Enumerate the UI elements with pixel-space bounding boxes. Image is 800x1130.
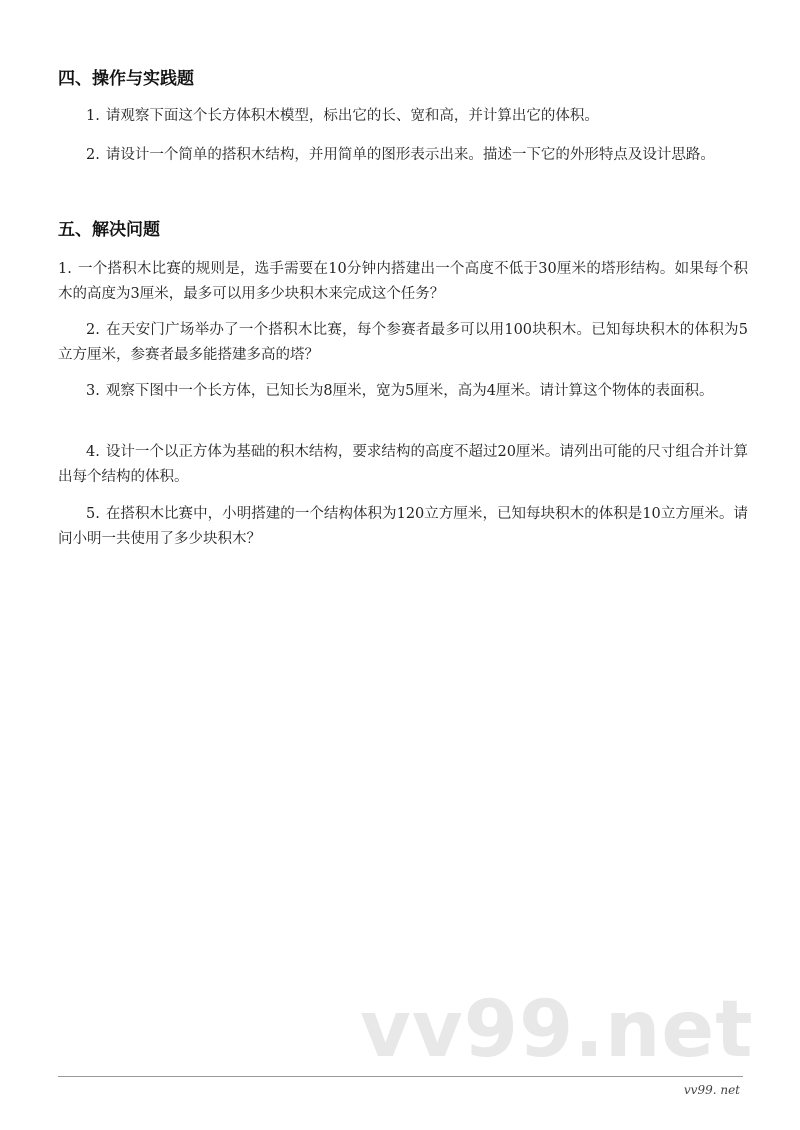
- question-number: 3.: [86, 383, 100, 399]
- question-text: 请设计一个简单的搭积木结构，并用简单的图形表示出来。描述一下它的外形特点及设计思路。: [105, 147, 715, 163]
- section-4-question-2: [58, 143, 748, 168]
- section-4-heading: 四、操作与实践题: [58, 69, 194, 89]
- footer-divider: [58, 1076, 743, 1077]
- question-text: 一个搭积木比赛的规则是，选手需要在10分钟内搭建出一个高度不低于30厘米的塔形结构。如果每个积木的高度为3厘米，最多可以用多少块积木来完成这个任务？: [58, 261, 748, 302]
- section-5-question-2: [58, 318, 748, 368]
- section-5-question-1: [58, 257, 748, 307]
- question-number: 4.: [86, 444, 100, 460]
- question-text: 设计一个以正方体为基础的积木结构，要求结构的高度不超过20厘米。请列出可能的尺寸组合并计算出每个结构的体积。: [58, 444, 748, 485]
- watermark: vv99.net: [360, 985, 754, 1075]
- question-number: 5.: [86, 506, 100, 522]
- section-5-question-5: [58, 502, 748, 552]
- question-number: 2.: [86, 322, 100, 338]
- footer-site-label: vv99. net: [683, 1083, 740, 1097]
- question-text: 在天安门广场举办了一个搭积木比赛，每个参赛者最多可以用100块积木。已知每块积木的体积为5立方厘米，参赛者最多能搭建多高的塔？: [58, 322, 748, 363]
- question-text: 在搭积木比赛中，小明搭建的一个结构体积为120立方厘米，已知每块积木的体积是10立方厘米。请问小明一共使用了多少块积木？: [58, 506, 748, 547]
- question-number: 1.: [86, 108, 100, 124]
- section-5-question-3: [58, 379, 748, 404]
- question-number: 1.: [58, 261, 72, 277]
- section-4-question-1: [58, 104, 748, 129]
- question-text: 观察下图中一个长方体，已知长为8厘米，宽为5厘米，高为4厘米。请计算这个物体的表面积。: [105, 383, 714, 399]
- question-number: 2.: [86, 147, 100, 163]
- section-5-question-4: [58, 440, 748, 490]
- section-5-heading: 五、解决问题: [58, 220, 160, 240]
- question-text: 请观察下面这个长方体积木模型，标出它的长、宽和高，并计算出它的体积。: [105, 108, 599, 124]
